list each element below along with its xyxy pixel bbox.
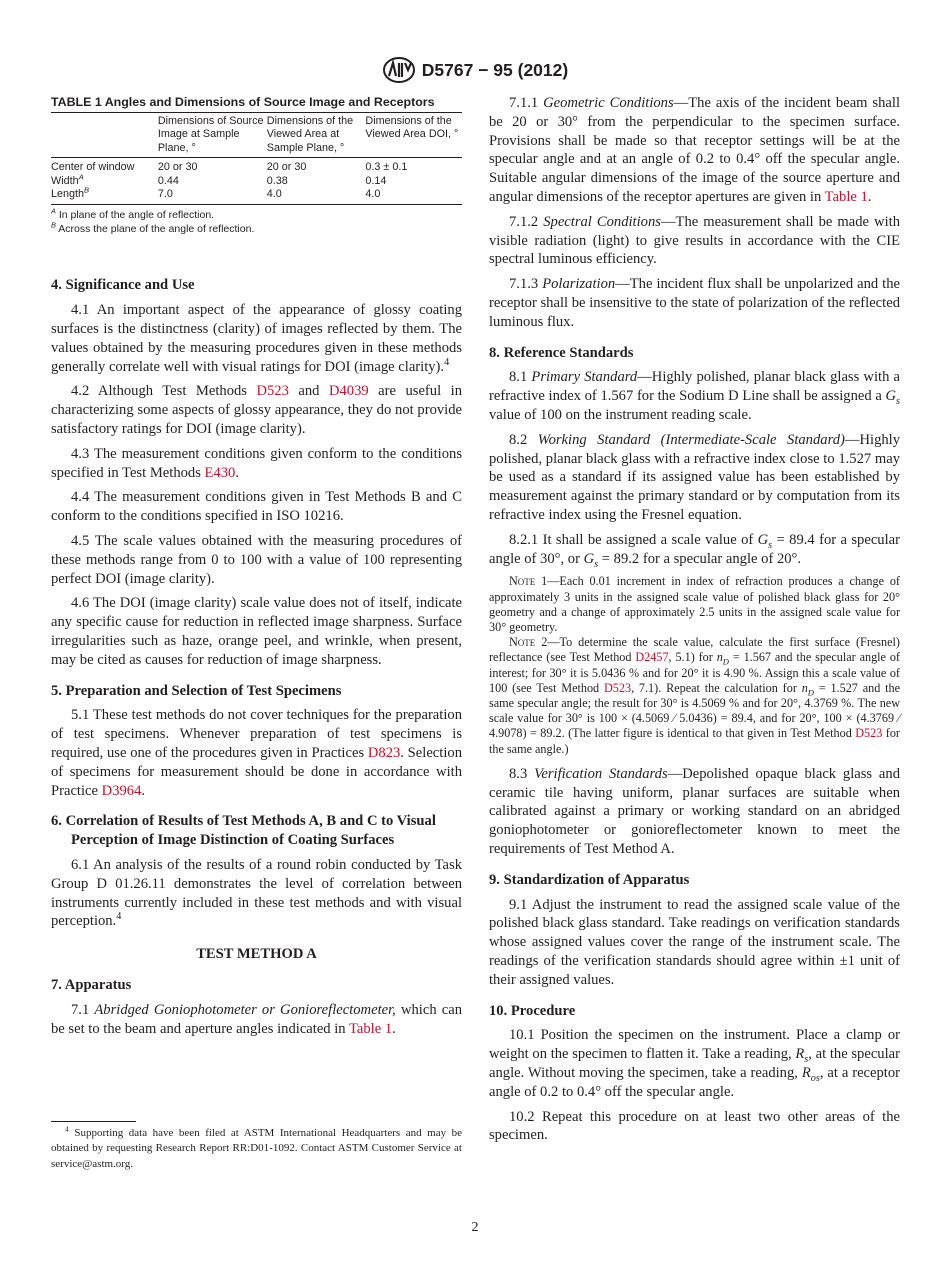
- table-cell: 0.3 ± 0.1: [365, 161, 408, 174]
- paragraph: [489, 1026, 900, 1101]
- reference-link[interactable]: Table 1: [824, 188, 868, 205]
- column-header: Dimensions of Source Image at Sample Plane, °: [158, 113, 267, 158]
- paragraph: [489, 531, 900, 569]
- paragraph: [489, 431, 900, 525]
- page-number: 2: [471, 1220, 479, 1235]
- text: 8. Reference Standards: [489, 344, 634, 361]
- text: 7.1.2: [509, 213, 544, 230]
- subscript: D: [807, 687, 814, 698]
- text: 10.1 Position the specimen on the instrument. Place a clamp or weight on the specimen to flatten it. Take a reading,: [489, 1027, 900, 1063]
- text: . Selection of specimens for measurement should be done in accordance with Practice: [51, 744, 462, 799]
- subscript: s: [594, 558, 599, 570]
- text: 4.4 The measurement conditions given in Test Methods B and C conform to the conditions specified in ISO 10216.: [51, 489, 462, 525]
- text: .: [867, 188, 872, 205]
- italic-text: G: [757, 531, 769, 548]
- column-header: Dimensions of the Viewed Area at Sample Plane, °: [267, 113, 366, 158]
- text: —The measurement shall be made with visible radiation (light) to give results in accordance with the CIE spectral luminous efficiency.: [489, 213, 900, 268]
- paragraph: [51, 488, 462, 526]
- italic-text: n: [716, 650, 723, 665]
- subscript: D: [722, 656, 729, 667]
- text: —Highly polished, planar black glass with a refractive index of 1.567 for the Sodium D Line shall be assigned a: [489, 369, 901, 405]
- paragraph: [489, 94, 900, 207]
- paragraph: [51, 382, 462, 438]
- text: 4.2 Although Test Methods: [71, 383, 257, 400]
- table-row: [51, 158, 462, 175]
- paragraph: [489, 368, 900, 424]
- text: , at a receptor angle of 0.2 to 0.4° off the specular angle.: [489, 1064, 901, 1100]
- italic-text: Verification Standards: [534, 765, 668, 782]
- table-row: [51, 175, 462, 188]
- table-cell: 7.0: [157, 188, 173, 201]
- text: 5.1 These test methods do not cover techniques for the preparation of test specimens. Whenever preparation of test specimens is required, use one of the procedures given in Practices: [51, 707, 462, 761]
- section-heading: [489, 1002, 900, 1021]
- text: 6. Correlation of Results of Test Methods A, B and C to Visual Perception of Image Distinction of Coating Surfaces: [51, 813, 436, 849]
- table-cell: 0.38: [266, 174, 288, 187]
- section-heading: [51, 976, 462, 995]
- astm-logo-icon: [382, 56, 416, 84]
- reference-link[interactable]: Table 1: [348, 1020, 393, 1037]
- section-heading: [51, 682, 462, 701]
- section-heading: [51, 945, 462, 964]
- reference-link[interactable]: D523: [855, 726, 883, 741]
- text: TEST METHOD A: [196, 946, 317, 963]
- text: .: [141, 782, 146, 799]
- italic-text: Geometric Conditions: [543, 95, 674, 111]
- italic-text: G: [583, 550, 595, 567]
- paragraph: [51, 532, 462, 588]
- text: —The incident flux shall be unpolarized and the receptor shall be insensitive to the state of polarization of the reflected luminous flux.: [489, 276, 900, 330]
- reference-link[interactable]: D523: [603, 680, 632, 695]
- text: 10.2 Repeat this procedure on at least two other areas of the specimen.: [489, 1108, 900, 1144]
- italic-text: R: [795, 1046, 805, 1063]
- table-cell: 0.14: [365, 174, 387, 187]
- table-footnote: $^A$ In plane of the angle of reflection.: [51, 206, 215, 222]
- text: 4.1 An important aspect of the appearance of glossy coating surfaces is the distinctness (clarity) of images reflected by them. The values obtained by the measuring procedures given in these methods generally correlate well with visual ratings for DOI (image clarity).: [51, 302, 462, 375]
- paragraph: [489, 765, 900, 859]
- subscript: s: [896, 396, 900, 408]
- footnote-divider: [51, 1121, 136, 1122]
- text: which can be set to the beam and aperture angles indicated in: [51, 1001, 463, 1037]
- text: 7.1.1: [509, 95, 544, 111]
- row-label: Width$^A$: [51, 172, 84, 187]
- text: = 89.2 for a specular angle of 20°.: [598, 550, 802, 567]
- column-header: [51, 113, 158, 158]
- column-header: Dimensions of the Viewed Area DOI, °: [365, 113, 462, 158]
- italic-text: Spectral Conditions: [543, 213, 661, 230]
- table-footnote: $^B$ Across the plane of the angle of reflection.: [51, 220, 255, 235]
- text: , 7.1). Repeat the calculation for: [631, 680, 802, 695]
- text: 7.1: [71, 1001, 95, 1018]
- text: for the same angle.): [489, 726, 900, 756]
- reference-link[interactable]: D4039: [328, 383, 369, 400]
- text: 10. Procedure: [489, 1002, 576, 1019]
- paragraph: [489, 275, 900, 331]
- text: = 1.527 and the same specular angle; the result for 30° is 4.5069 % and for 20°, 4.3769 %. The new scale value for 30° is 100 × (4.5069 ⁄ 5.0436) = 89.4, and for 20°, 100 × (4.3769 ⁄ 4.9078) = 89.2. (The latter figure is identical to that given in Test Method: [489, 680, 900, 741]
- text: 7. Apparatus: [51, 976, 132, 993]
- text: 5. Preparation and Selection of Test Specimens: [51, 682, 342, 699]
- section-heading: [51, 812, 462, 850]
- text: and: [288, 383, 329, 400]
- text: 6.1 An analysis of the results of a round robin conducted by Task Group D 01.26.11 demonstrates the level of correlation between instruments currently included in these test methods and with visual perception.: [51, 856, 462, 930]
- table-row: [51, 188, 462, 205]
- text: 9.1 Adjust the instrument to read the assigned scale value of the polished black glass standard. Take readings on verification standards whose assigned values cover the range of the instrument scale. The readings of the verification standards should agree within ±1 unit of their assigned values.: [489, 896, 900, 988]
- text: = 89.4 for a specular angle of 30°, or: [489, 531, 900, 567]
- paragraph: [51, 594, 462, 669]
- text: —Highly polished, planar black glass with a refractive index close to 1.527 may be used as a standard if its assigned value has been established by measurement against the primary standard or by computation from its refractive index using the Fresnel equation.: [489, 431, 901, 523]
- reference-link[interactable]: D3964: [101, 782, 142, 799]
- paragraph: [489, 1108, 900, 1146]
- paragraph: [489, 896, 900, 990]
- footnote-ref: 4: [444, 356, 450, 368]
- table-1: [51, 112, 462, 205]
- text: 9. Standardization of Apparatus: [489, 871, 690, 888]
- paragraph: [51, 706, 462, 800]
- text: 4. Significance and Use: [51, 277, 195, 294]
- text: 2—To determine the scale value, calculate the first surface (Fresnel) reflectance (see Test Method: [489, 635, 900, 665]
- row-label: Center of window: [51, 161, 135, 174]
- text: 8.1: [509, 369, 532, 386]
- note-label: Note: [509, 635, 536, 650]
- table-cell: 4.0: [365, 188, 381, 201]
- text: .: [392, 1020, 396, 1037]
- section-heading: [51, 276, 462, 295]
- note: [489, 574, 900, 635]
- table-cell: 20 or 30: [266, 161, 307, 174]
- text: 4.3 The measurement conditions given conform to the conditions specified in Test Methods: [51, 445, 462, 481]
- text: 4.5 The scale values obtained with the measuring procedures of these methods range from 0 to 100 with a value of 100 representing perfect DOI (image clarity).: [51, 533, 462, 587]
- text: —Depolished opaque black glass and ceramic tile having uniform, planar surfaces are suitable when calibrated against a primary or working standard on an abridged goniophotometer or gonioreflectometer known to meet the requirements of Test Method A.: [489, 765, 900, 857]
- row-label: Length$^B$: [51, 185, 90, 201]
- reference-link[interactable]: E430: [204, 464, 236, 481]
- text: 7.1.3: [509, 276, 543, 293]
- paragraph: [489, 213, 900, 269]
- paragraph: [51, 301, 462, 376]
- right-column: [489, 94, 900, 1151]
- paragraph: [51, 445, 462, 483]
- document-designation: D5767 − 95 (2012): [421, 59, 569, 80]
- reference-link[interactable]: D823: [367, 744, 401, 761]
- text: , 5.1) for: [668, 650, 717, 665]
- italic-text: G: [885, 388, 897, 405]
- italic-text: R: [801, 1064, 811, 1081]
- italic-text: n: [801, 680, 808, 695]
- paragraph: [51, 856, 462, 931]
- table-cell: 0.44: [157, 174, 179, 187]
- text: .: [235, 464, 240, 481]
- text: 1—Each 0.01 increment in index of refraction produces a change of approximately 3 units in the assigned scale value of polished black glass for 20° geometry and a change of approximately 2.5 units in the assigned scale value for 30° geometry.: [489, 574, 900, 634]
- text: —The axis of the incident beam shall be 20 or 30° from the perpendicular to the specimen surface. Provisions shall be made so that receptor settings will be at the specular angle and at an angle of 0.2 to 0.4° off the specular angle. Suitable angular dimensions of the image of the source aperture and angular dimensions of the receptor apertures are given in: [489, 95, 900, 205]
- italic-text: Polarization: [542, 276, 616, 293]
- subscript: os: [810, 1072, 820, 1084]
- reference-link[interactable]: D2457: [635, 650, 669, 665]
- text: 4.6 The DOI (image clarity) scale value does not of itself, indicate any specific cause for reduction in reflected image sharpness. Surface irregularities such as haze, orange peel, and wrinkle, when present, may be cited as causes for reduction of image sharpness.: [51, 595, 462, 668]
- text: 8.3: [509, 765, 535, 782]
- left-column: [51, 94, 462, 1044]
- italic-text: Abridged Goniophotometer or Gonioreflectometer,: [94, 1001, 396, 1018]
- paragraph: [51, 1001, 462, 1039]
- section-heading: [489, 344, 900, 363]
- table-cell: 4.0: [266, 188, 282, 201]
- page-header: [0, 56, 950, 84]
- text: , at the specular angle. Without moving the specimen, take a reading,: [489, 1046, 900, 1081]
- text: = 1.567 and the specular angle of interest; for 30° it is 5.0436 % and for 20° it is 4.90 %. Assign this a scale value of 100 (see Test Method: [489, 650, 900, 695]
- note-label: Note: [509, 574, 536, 589]
- text: 8.2: [509, 431, 538, 448]
- reference-link[interactable]: D523: [256, 383, 289, 400]
- subscript: s: [768, 539, 773, 551]
- italic-text: Primary Standard: [531, 369, 638, 386]
- italic-text: Working Standard (Intermediate-Scale Standard): [537, 431, 845, 448]
- subscript: s: [804, 1054, 809, 1066]
- footnote-ref: 4: [116, 911, 122, 923]
- text: value of 100 on the instrument reading scale.: [489, 406, 752, 423]
- note: [489, 635, 900, 757]
- table-title: TABLE 1 Angles and Dimensions of Source Image and Receptors: [51, 95, 435, 109]
- table-cell: 20 or 30: [157, 161, 198, 174]
- footnote-4: $^4$ Supporting data have been filed at ASTM International Headquarters and may be obtained by requesting Research Report RR:D01-1092. Contact ASTM Customer Service at service@astm.org.: [51, 1124, 462, 1170]
- section-heading: [489, 871, 900, 890]
- text: are useful in characterizing some aspects of glossy appearance, they do not provide satisfactory ratings for DOI (image clarity).: [51, 383, 462, 438]
- text: 8.2.1 It shall be assigned a scale value of: [509, 531, 758, 548]
